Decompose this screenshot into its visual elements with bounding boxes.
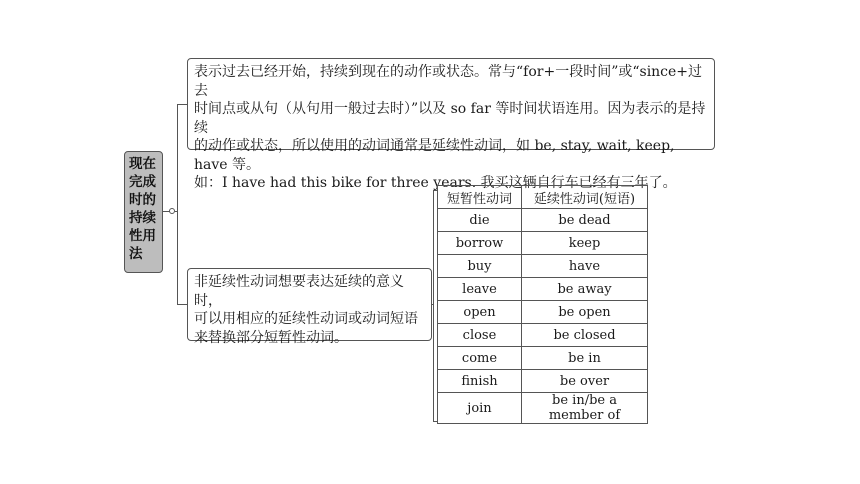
durative-verb: be away (522, 278, 648, 301)
table-row (438, 255, 648, 278)
table-row (438, 232, 648, 255)
table-row (438, 278, 648, 301)
definition-box (187, 58, 715, 191)
durative-verb: be open (522, 301, 648, 324)
connector-vertical (177, 104, 178, 305)
table-row (438, 301, 648, 324)
momentary-verb: leave (438, 278, 522, 301)
definition-line-2: 时间点或从句（从句用一般过去时）”以及 so far 等时间状语连用。因为表示的是持续 (194, 101, 706, 136)
verb-table (437, 185, 648, 424)
root-label: 现在完成时的持续性用法 (129, 156, 156, 262)
connector-branch1 (177, 104, 187, 105)
table-row (438, 393, 648, 424)
header-durative: 延续性动词(短语) (522, 186, 648, 209)
momentary-verb: come (438, 347, 522, 370)
table-row (438, 209, 648, 232)
note-line-3: 来替换部分短暂性动词。 (194, 329, 348, 346)
definition-line-1: 表示过去已经开始，持续到现在的动作或状态。常与“for+一段时间”或“since+过去 (194, 64, 703, 99)
durative-verb: be dead (522, 209, 648, 232)
replacement-note-box (187, 268, 432, 346)
momentary-verb: join (438, 393, 522, 424)
note-line-2: 可以用相应的延续性动词或动词短语 (194, 311, 418, 327)
definition-line-3: 的动作或状态，所以使用的动词通常是延续性动词，如 be, stay, wait, keep, have 等。 (194, 138, 675, 173)
momentary-verb: die (438, 209, 522, 232)
durative-verb: be in/be a member of (522, 393, 648, 424)
definition-line-4: 如：I have had this bike for three years. 我买这辆自行车已经有三年了。 (194, 175, 677, 191)
table-row (438, 370, 648, 393)
momentary-verb: borrow (438, 232, 522, 255)
table-header-row (438, 186, 648, 209)
connector-branch2 (177, 304, 187, 305)
durative-verb: have (522, 255, 648, 278)
connector-table-bracket (433, 190, 434, 422)
momentary-verb: finish (438, 370, 522, 393)
momentary-verb: close (438, 324, 522, 347)
table-row (438, 324, 648, 347)
durative-verb: be closed (522, 324, 648, 347)
durative-verb: keep (522, 232, 648, 255)
durative-verb: be in (522, 347, 648, 370)
note-line-1: 非延续性动词想要表达延续的意义时， (194, 274, 404, 309)
momentary-verb: buy (438, 255, 522, 278)
momentary-verb: open (438, 301, 522, 324)
durative-verb: be over (522, 370, 648, 393)
header-momentary: 短暂性动词 (438, 186, 522, 209)
table-row (438, 347, 648, 370)
root-node (124, 151, 163, 273)
